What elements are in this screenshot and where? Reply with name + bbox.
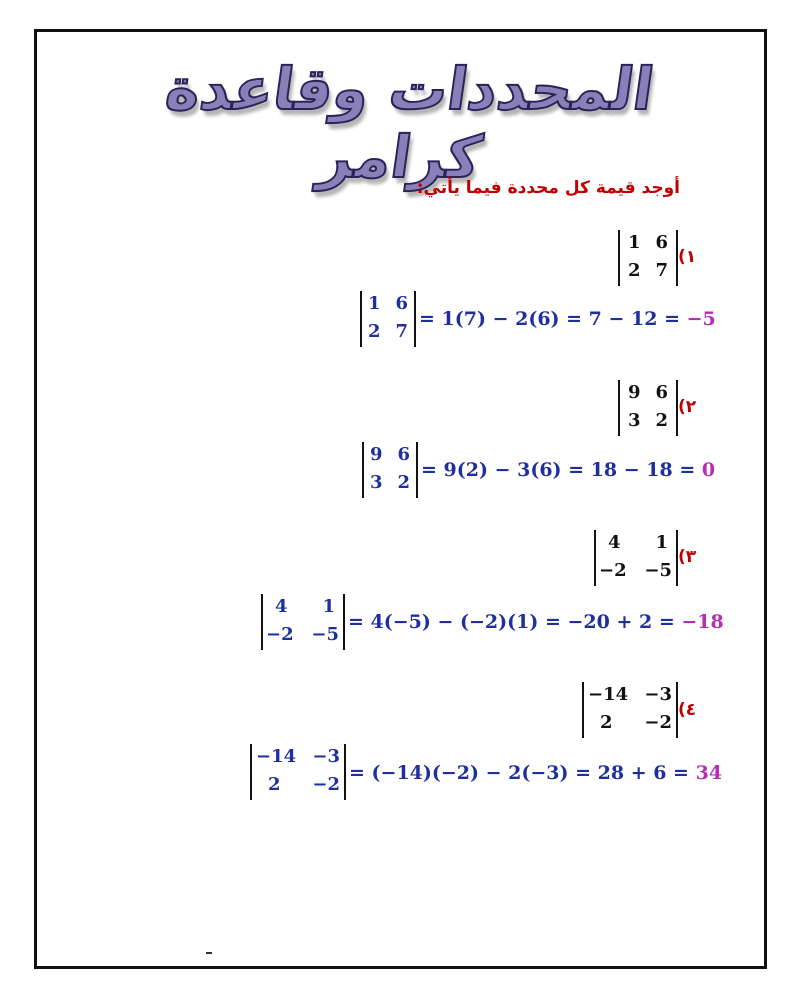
instruction-text: أوجد قيمة كل محددة فيما يأتي:: [416, 178, 680, 198]
solution-determinant-1: [360, 291, 416, 347]
matrix-cell: −14: [256, 746, 297, 767]
matrix-cell: 3: [370, 472, 383, 493]
matrix-cell: −3: [644, 684, 672, 705]
solution-determinant-4: [250, 744, 346, 800]
question-determinant-1: [618, 230, 678, 286]
matrix-cell: 2: [600, 712, 613, 733]
matrix-cell: 4: [608, 532, 621, 553]
matrix-cell: 6: [395, 293, 408, 314]
matrix-cell: 9: [370, 444, 383, 465]
result-value: 34: [695, 762, 723, 784]
expression-text: = 1(7) − 2(6) = 7 − 12 =: [419, 308, 687, 330]
question-number-3: (٣: [678, 547, 697, 567]
solution-determinant-3: [261, 594, 345, 650]
matrix-cell: −2: [599, 560, 627, 581]
matrix-cell: −14: [588, 684, 629, 705]
matrix-cell: −2: [312, 774, 340, 795]
expression-text: = (−14)(−2) − 2(−3) = 28 + 6 =: [349, 762, 696, 784]
solution-expression-2: [421, 459, 715, 481]
matrix-cell: 2: [655, 410, 668, 431]
expression-text: = 9(2) − 3(6) = 18 − 18 =: [421, 459, 702, 481]
solution-expression-3: [348, 611, 724, 633]
matrix-cell: 7: [655, 260, 668, 281]
stray-mark: [206, 952, 212, 954]
matrix-cell: 2: [268, 774, 281, 795]
matrix-cell: 1: [628, 232, 641, 253]
question-number-1: (١: [678, 247, 697, 267]
matrix-cell: 2: [397, 472, 410, 493]
question-determinant-4: [582, 682, 678, 738]
matrix-cell: 6: [655, 382, 668, 403]
matrix-cell: 3: [628, 410, 641, 431]
matrix-cell: 6: [397, 444, 410, 465]
matrix-cell: 6: [655, 232, 668, 253]
result-value: −18: [681, 611, 724, 633]
matrix-cell: 1: [322, 596, 335, 617]
matrix-cell: 2: [368, 321, 381, 342]
result-value: 0: [701, 459, 716, 481]
matrix-cell: 1: [368, 293, 381, 314]
matrix-cell: −5: [644, 560, 672, 581]
matrix-cell: 4: [275, 596, 288, 617]
question-determinant-3: [594, 530, 678, 586]
expression-text: = 4(−5) − (−2)(1) = −20 + 2 =: [348, 611, 682, 633]
solution-expression-1: [419, 308, 716, 330]
page-title: المحددات وقاعدة كرامر: [161, 55, 659, 191]
matrix-cell: −3: [312, 746, 340, 767]
matrix-cell: −2: [644, 712, 672, 733]
question-number-2: (٢: [678, 397, 697, 417]
question-determinant-2: [618, 380, 678, 436]
matrix-cell: −5: [311, 624, 339, 645]
matrix-cell: 2: [628, 260, 641, 281]
question-number-4: (٤: [678, 700, 697, 720]
matrix-cell: −2: [266, 624, 294, 645]
matrix-cell: 7: [395, 321, 408, 342]
solution-expression-4: [349, 762, 722, 784]
result-value: −5: [686, 308, 716, 330]
matrix-cell: 9: [628, 382, 641, 403]
solution-determinant-2: [362, 442, 418, 498]
matrix-cell: 1: [655, 532, 668, 553]
